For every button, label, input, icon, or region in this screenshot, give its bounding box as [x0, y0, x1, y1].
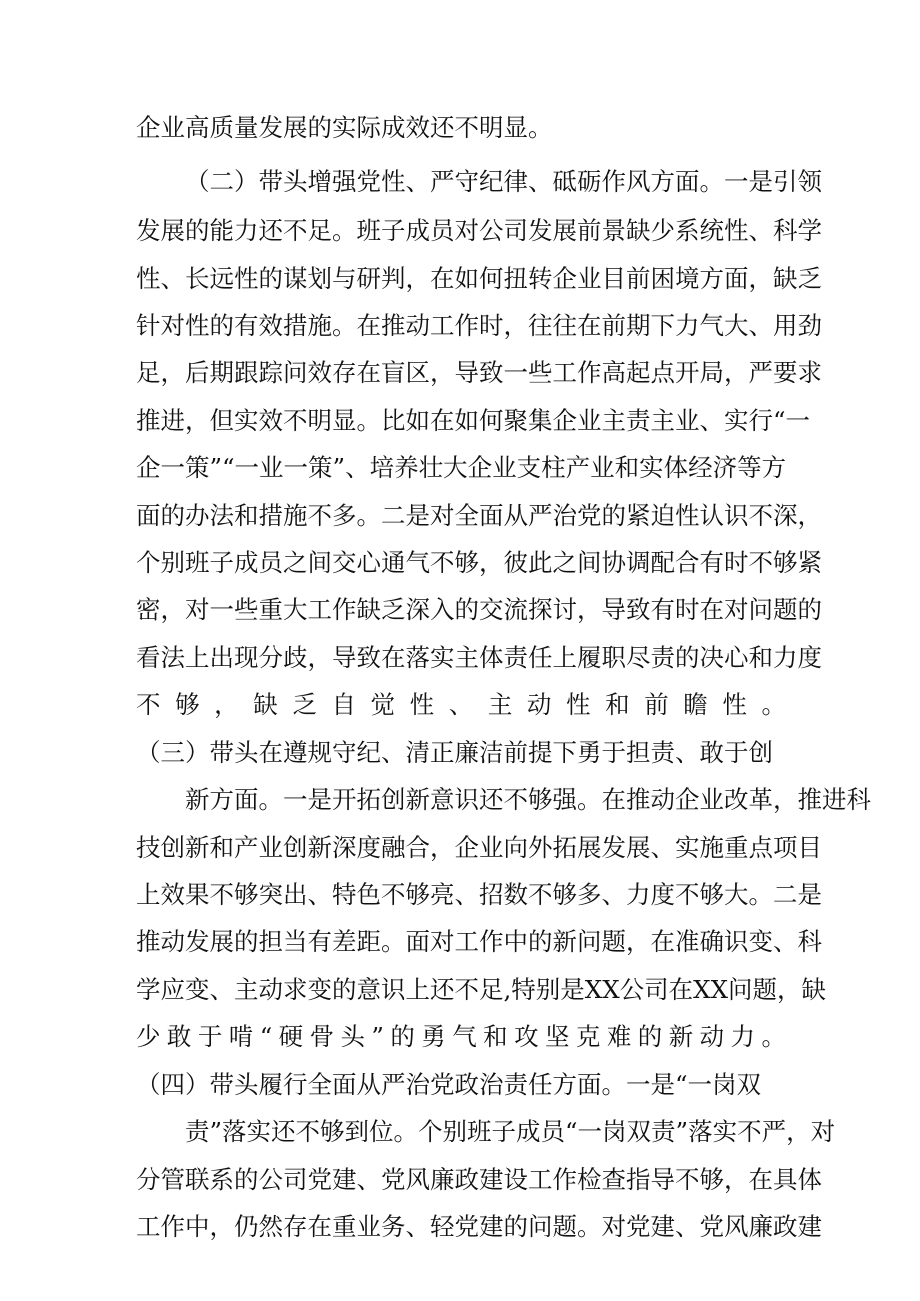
section-heading-line: （二）带头增强党性、严守纪律、砥砺作风方面。一是引领 [185, 167, 822, 196]
text-line: 性、长远性的谋划与研判，在如何扭转企业目前困境方面，缺乏 [136, 264, 822, 293]
text-line: 针对性的有效措施。在推动工作时，往往在前期下力气大、用劲 [136, 311, 822, 340]
text-line: 少敢于啃“硬骨头”的勇气和攻坚克难的新动力。 [136, 1022, 786, 1051]
text-line: （四）带头履行全面从严治党政治责任方面。一是“一岗双 [136, 1070, 762, 1099]
text-line: 推进，但实效不明显。比如在如何聚集企业主责主业、实行“一 [136, 406, 811, 435]
text-line: 推动发展的担当有差距。面对工作中的新问题，在准确识变、科 [136, 927, 822, 956]
text-line: 个别班子成员之间交心通气不够，彼此之间协调配合有时不够紧 [136, 548, 822, 577]
text-line: 发展的能力还不足。班子成员对公司发展前景缺少系统性、科学 [136, 216, 822, 245]
text-line [136, 1255, 786, 1293]
text-line: 企一策”“一业一策”、培养壮大企业支柱产业和实体经济等方 [136, 453, 787, 482]
text-line: 看法上出现分歧，导致在落实主体责任上履职尽责的决心和力度 [136, 643, 822, 672]
text-line: 企业高质量发展的实际成效还不明显。 [136, 113, 553, 142]
text-line: 不够，缺乏自觉性、主动性和前瞻性。 [136, 690, 786, 719]
text-line: （三）带头在遵规守纪、清正廉洁前提下勇于担责、敢于创 [136, 738, 773, 767]
section-heading-line: 新方面。一是开拓创新意识还不够强。在推动企业改革，推进科 [185, 785, 871, 814]
text-line: 工作中，仍然存在重业务、轻党建的问题。对党建、党风廉政建 [136, 1212, 822, 1241]
text-line: 学应变、主动求变的意识上还不足,特别是XX公司在XX问题，缺 [136, 975, 827, 1004]
text-line: 分管联系的公司党建、党风廉政建设工作检查指导不够，在具体 [136, 1165, 822, 1194]
section-heading-line: 责”落实还不够到位。个别班子成员“一岗双责”落实不严，对 [185, 1117, 836, 1146]
text-line: 足，后期跟踪问效存在盲区，导致一些工作高起点开局，严要求 [136, 358, 822, 387]
text-line: 面的办法和措施不多。二是对全面从严治党的紧迫性认识不深， [136, 501, 822, 530]
text-line: 密，对一些重大工作缺乏深入的交流探讨，导致有时在对问题的 [136, 595, 822, 624]
text-line: 技创新和产业创新深度融合，企业向外拓展发展、实施重点项目 [136, 833, 822, 862]
text-line: 上效果不够突出、特色不够亮、招数不够多、力度不够大。二是 [136, 880, 822, 909]
